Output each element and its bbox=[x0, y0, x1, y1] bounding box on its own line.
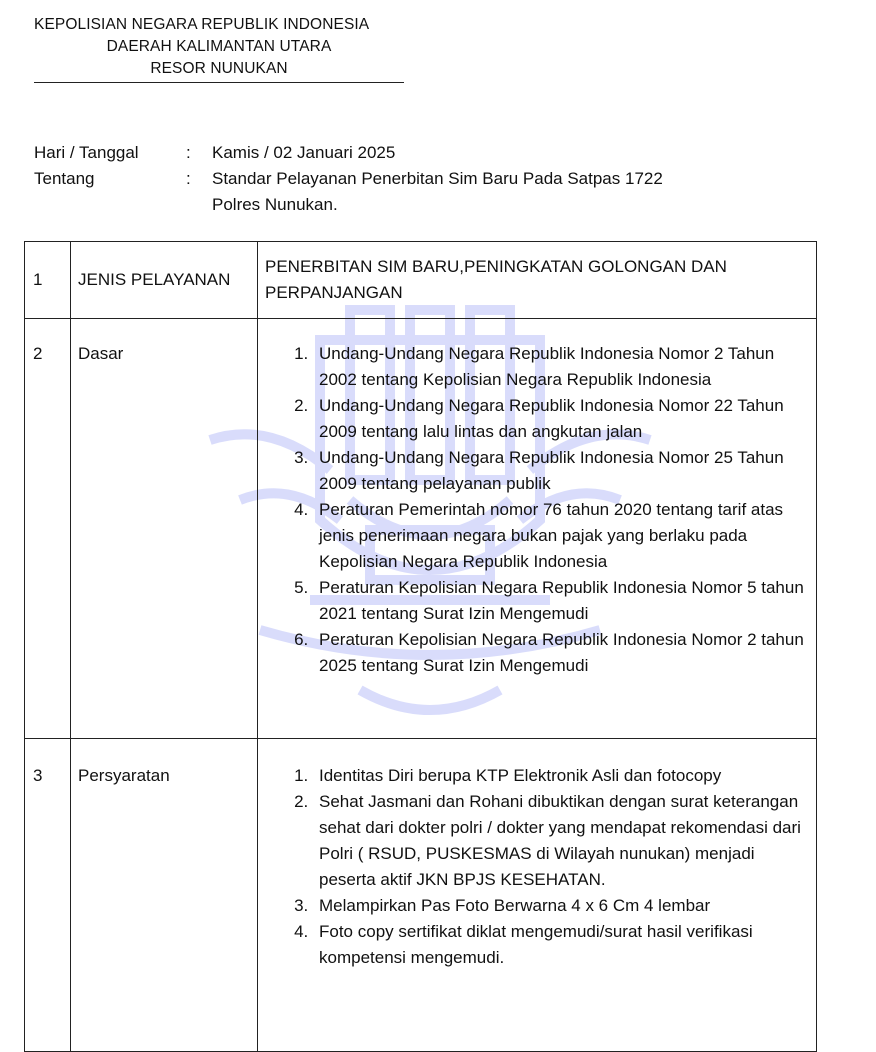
letterhead bbox=[34, 14, 404, 83]
list-item: 3. Melampirkan Pas Foto Berwarna 4 x 6 Cm 4 lembar bbox=[313, 893, 812, 919]
list-item: 4. Peraturan Pemerintah nomor 76 tahun 2020 tentang tarif atas jenis penerimaan negara bukan pajak yang berlaku pada Kepolisian Negara Republik Indonesia bbox=[313, 497, 812, 575]
letterhead-line-1: KEPOLISIAN NEGARA REPUBLIK INDONESIA bbox=[34, 16, 370, 33]
service-standard-table bbox=[24, 241, 817, 1052]
row-number: 1 bbox=[25, 242, 71, 319]
list-item: 2. Undang-Undang Negara Republik Indonesia Nomor 22 Tahun 2009 tentang lalu lintas dan angkutan jalan bbox=[313, 393, 812, 445]
list-item: 1. Identitas Diri berupa KTP Elektronik Asli dan fotocopy bbox=[313, 763, 812, 789]
letterhead-line-3: RESOR NUNUKAN bbox=[150, 60, 288, 77]
document-meta bbox=[34, 140, 834, 218]
meta-date-colon: : bbox=[186, 143, 191, 162]
row-value bbox=[258, 739, 817, 1052]
meta-date-row bbox=[34, 140, 834, 166]
row-label: Persyaratan bbox=[71, 739, 258, 1052]
meta-subject-value-line-1: Standar Pelayanan Penerbitan Sim Baru Pada Satpas 1722 bbox=[212, 169, 663, 188]
row-label: Dasar bbox=[71, 319, 258, 739]
letterhead-divider bbox=[34, 82, 404, 83]
row-number: 3 bbox=[25, 739, 71, 1052]
list-item: 1. Undang-Undang Negara Republik Indonesia Nomor 2 Tahun 2002 tentang Kepolisian Negara Republik Indonesia bbox=[313, 341, 812, 393]
meta-subject-value-line-2: Polres Nunukan. bbox=[212, 195, 338, 214]
meta-date-label: Hari / Tanggal bbox=[34, 143, 139, 162]
legal-basis-list bbox=[265, 341, 812, 679]
list-item: 5. Peraturan Kepolisian Negara Republik Indonesia Nomor 5 tahun 2021 tentang Surat Izin Mengemudi bbox=[313, 575, 812, 627]
meta-date-value: Kamis / 02 Januari 2025 bbox=[212, 143, 396, 162]
table-row bbox=[25, 242, 817, 319]
meta-subject-label: Tentang bbox=[34, 169, 95, 188]
table-row bbox=[25, 319, 817, 739]
list-item: 3. Undang-Undang Negara Republik Indonesia Nomor 25 Tahun 2009 tentang pelayanan publik bbox=[313, 445, 812, 497]
row-value: PENERBITAN SIM BARU,PENINGKATAN GOLONGAN DAN PERPANJANGAN bbox=[258, 242, 817, 319]
row-label: JENIS PELAYANAN bbox=[71, 242, 258, 319]
list-item: 4. Foto copy sertifikat diklat mengemudi/surat hasil verifikasi kompetensi mengemudi. bbox=[313, 919, 812, 971]
requirements-list bbox=[265, 763, 812, 971]
row-value bbox=[258, 319, 817, 739]
meta-subject-colon: : bbox=[186, 169, 191, 188]
meta-subject-row bbox=[34, 166, 834, 218]
meta-subject-value bbox=[212, 166, 834, 218]
list-item: 2. Sehat Jasmani dan Rohani dibuktikan dengan surat keterangan sehat dari dokter polri / dokter yang mendapat rekomendasi dari Polri ( RSUD, PUSKESMAS di Wilayah nunukan) menjadi peserta aktif JKN BPJS KESEHATAN. bbox=[313, 789, 812, 893]
list-item: 6. Peraturan Kepolisian Negara Republik Indonesia Nomor 2 tahun 2025 tentang Surat Izin Mengemudi bbox=[313, 627, 812, 679]
letterhead-line-2: DAERAH KALIMANTAN UTARA bbox=[106, 38, 332, 55]
table-row bbox=[25, 739, 817, 1052]
row-number: 2 bbox=[25, 319, 71, 739]
